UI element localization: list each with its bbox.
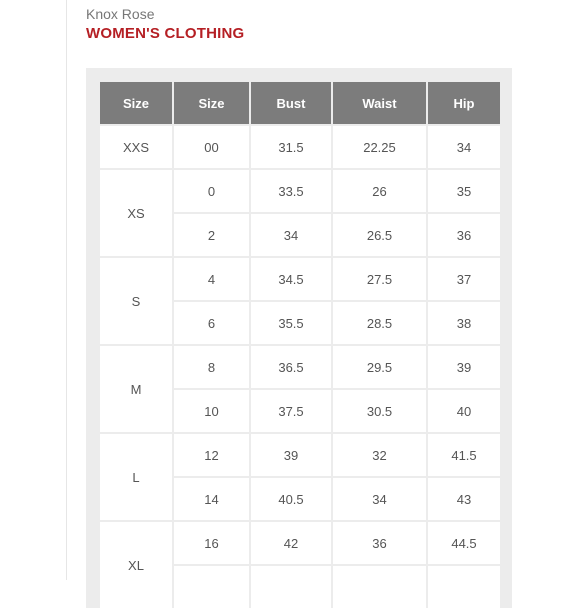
size-label-cell: S <box>100 258 172 344</box>
waist-cell: 27.5 <box>333 258 426 300</box>
hip-cell: 37 <box>428 258 500 300</box>
size-chart-table <box>98 80 502 610</box>
waist-cell: 32 <box>333 434 426 476</box>
waist-cell: 30.5 <box>333 390 426 432</box>
header-bust: Bust <box>251 82 331 124</box>
hip-cell: 39 <box>428 346 500 388</box>
size-number-cell: 14 <box>174 478 249 520</box>
hip-cell: 34 <box>428 126 500 168</box>
waist-cell: 34 <box>333 478 426 520</box>
hip-cell: 35 <box>428 170 500 212</box>
hip-cell: 44.5 <box>428 522 500 564</box>
table-row <box>100 346 500 388</box>
waist-cell: 29.5 <box>333 346 426 388</box>
size-label-cell: XL <box>100 522 172 608</box>
section-title: WOMEN'S CLOTHING <box>86 25 245 42</box>
table-row <box>100 522 500 564</box>
waist-cell: 22.25 <box>333 126 426 168</box>
bust-cell: 42 <box>251 522 331 564</box>
bust-cell <box>251 566 331 608</box>
size-number-cell: 00 <box>174 126 249 168</box>
bust-cell: 36.5 <box>251 346 331 388</box>
header-hip: Hip <box>428 82 500 124</box>
hip-cell: 43 <box>428 478 500 520</box>
left-divider <box>66 0 67 580</box>
table-row <box>100 126 500 168</box>
table-row <box>100 170 500 212</box>
waist-cell: 36 <box>333 522 426 564</box>
table-header-row <box>100 82 500 124</box>
bust-cell: 39 <box>251 434 331 476</box>
waist-cell: 26.5 <box>333 214 426 256</box>
size-label-cell: XS <box>100 170 172 256</box>
size-number-cell: 16 <box>174 522 249 564</box>
size-number-cell: 10 <box>174 390 249 432</box>
bust-cell: 31.5 <box>251 126 331 168</box>
hip-cell: 36 <box>428 214 500 256</box>
waist-cell: 26 <box>333 170 426 212</box>
waist-cell: 28.5 <box>333 302 426 344</box>
size-number-cell: 4 <box>174 258 249 300</box>
bust-cell: 33.5 <box>251 170 331 212</box>
header-size-label: Size <box>100 82 172 124</box>
table-row <box>100 434 500 476</box>
size-label-cell: XXS <box>100 126 172 168</box>
size-number-cell <box>174 566 249 608</box>
hip-cell <box>428 566 500 608</box>
size-number-cell: 2 <box>174 214 249 256</box>
brand-name: Knox Rose <box>86 6 155 22</box>
hip-cell: 38 <box>428 302 500 344</box>
size-number-cell: 12 <box>174 434 249 476</box>
bust-cell: 37.5 <box>251 390 331 432</box>
bust-cell: 35.5 <box>251 302 331 344</box>
size-chart-panel <box>86 68 512 608</box>
bust-cell: 34.5 <box>251 258 331 300</box>
table-row <box>100 258 500 300</box>
header-waist: Waist <box>333 82 426 124</box>
header-size-number: Size <box>174 82 249 124</box>
hip-cell: 40 <box>428 390 500 432</box>
size-label-cell: L <box>100 434 172 520</box>
size-number-cell: 6 <box>174 302 249 344</box>
hip-cell: 41.5 <box>428 434 500 476</box>
size-number-cell: 0 <box>174 170 249 212</box>
size-label-cell: M <box>100 346 172 432</box>
bust-cell: 34 <box>251 214 331 256</box>
waist-cell <box>333 566 426 608</box>
bust-cell: 40.5 <box>251 478 331 520</box>
size-number-cell: 8 <box>174 346 249 388</box>
